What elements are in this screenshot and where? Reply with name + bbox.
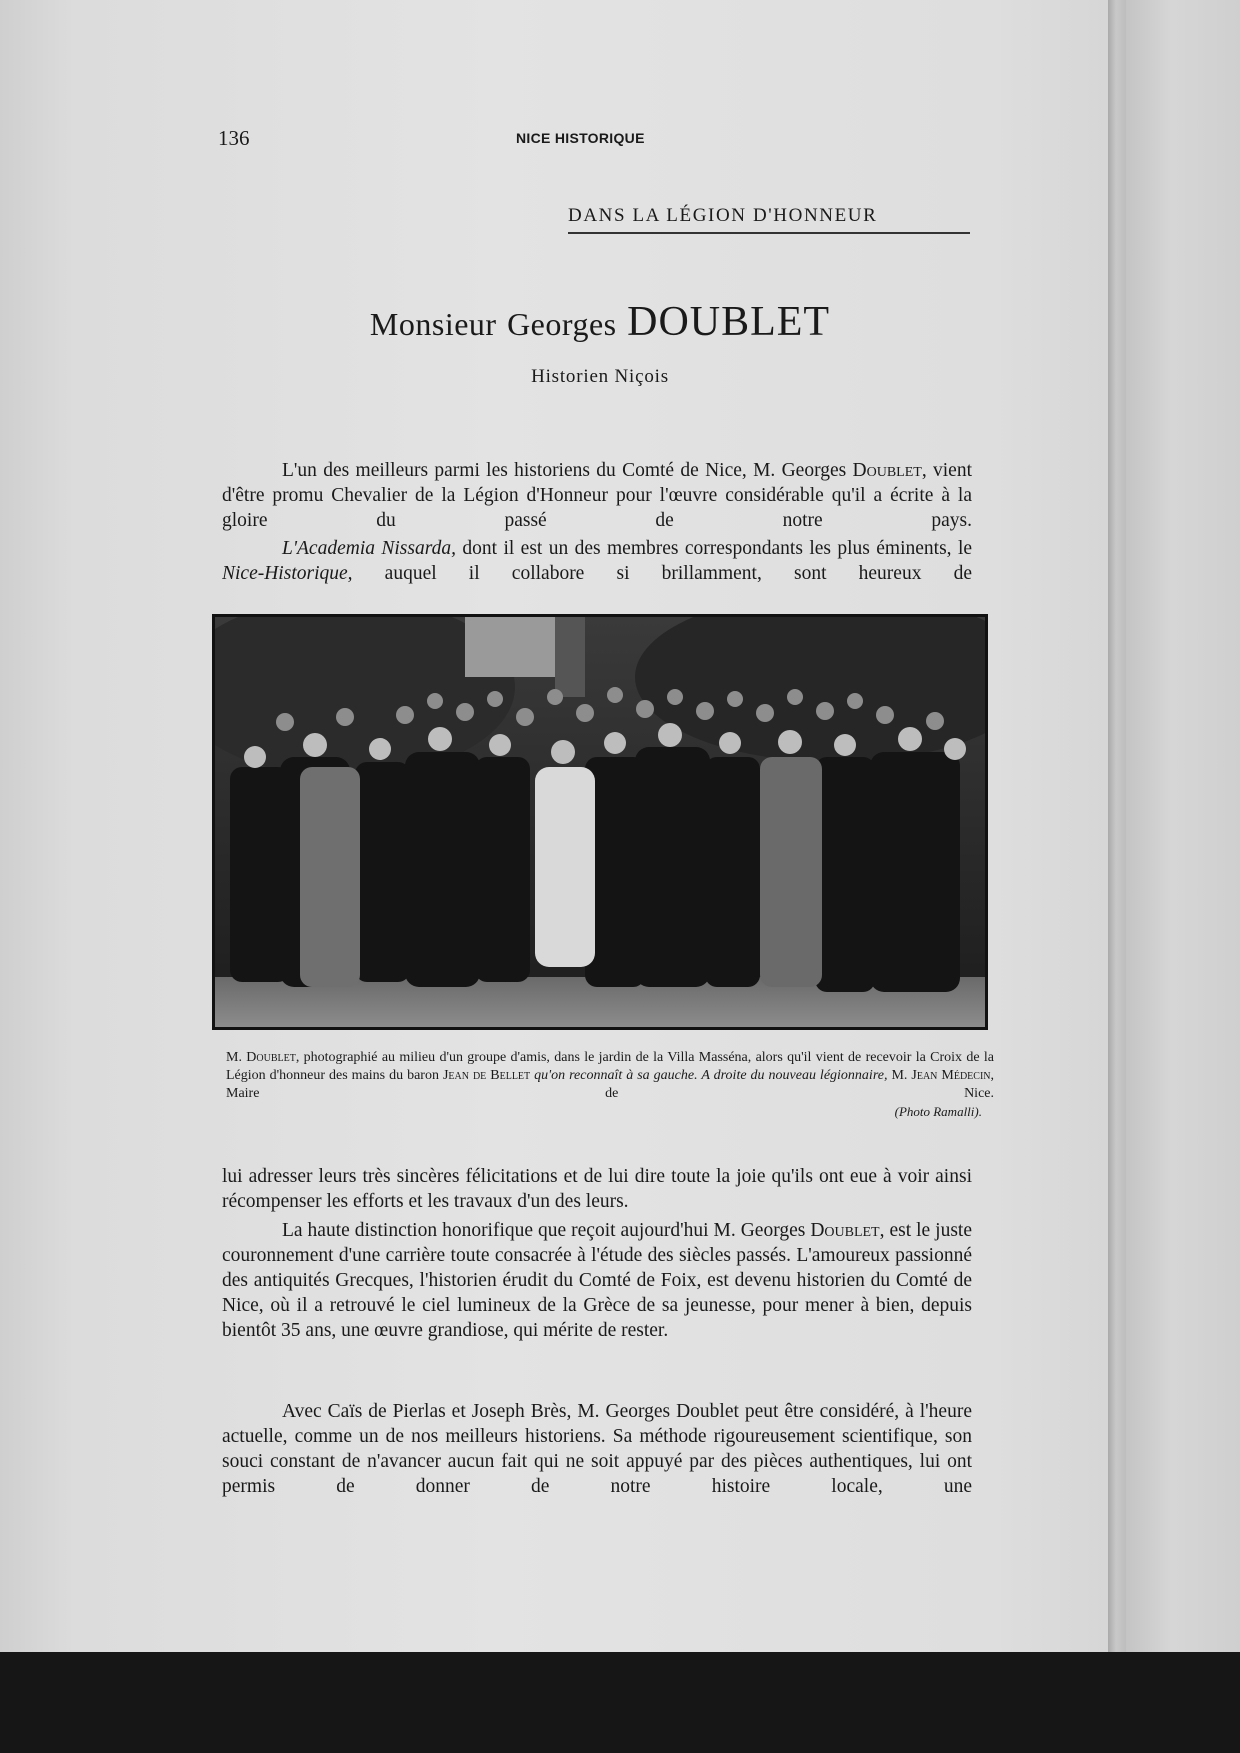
p1-text-b: , vient d'être promu Chevalier de la Légion d'Honneur pour l'œuvre considérable qu'il a écrite à la gloire du passé de notre pays. <box>222 460 972 531</box>
p4-name: Doublet <box>810 1220 880 1241</box>
group-photograph <box>212 614 988 1030</box>
paragraph-1 <box>222 458 972 533</box>
title-last-name: DOUBLET <box>627 299 831 345</box>
photo-caption <box>226 1049 994 1103</box>
article-subtitle: Historien Niçois <box>531 366 669 387</box>
caption-text-1: , photographié au milieu d'un groupe d'amis, dans le jardin de la Villa Masséna, alors qu'il vient de recevoir la Croix de la Légion d'honneur des mains du baron <box>226 1050 994 1083</box>
page-number: 136 <box>218 126 250 150</box>
paragraph-5: Avec Caïs de Pierlas et Joseph Brès, M. Georges Doublet peut être considéré, à l'heure actuelle, comme un de nos meilleurs historiens. Sa méthode rigoureusement scientifique, son souci constant de n'avancer aucun fait qui ne soit appuyé par des pièces authentiques, lui ont permis de donner de notre histoire locale, une <box>222 1401 972 1497</box>
caption-name-doublet: Doublet <box>246 1050 296 1065</box>
running-head: NICE HISTORIQUE <box>516 130 645 146</box>
paragraph-3: lui adresser leurs très sincères félicitations et de lui dire toute la joie qu'ils ont eue à voir ainsi récompenser les efforts et les travaux d'un des leurs. <box>222 1166 972 1212</box>
title-first-name: Georges <box>507 306 617 342</box>
section-title: DANS LA LÉGION D'HONNEUR <box>568 205 878 226</box>
p1-name: Doublet <box>852 460 922 481</box>
caption-text-2: M. <box>887 1068 912 1083</box>
p2-text-b: auquel il collabore si brillamment, sont heureux de <box>352 563 972 584</box>
section-rule <box>568 232 970 234</box>
photo-image <box>215 617 985 1027</box>
article-title <box>200 298 1000 346</box>
p2-text-a: dont il est un des membres correspondants les plus éminents, le <box>455 538 972 559</box>
caption-text-3: , Maire de Nice. <box>226 1068 995 1101</box>
facing-page-edge <box>1126 0 1240 1652</box>
title-prefix: Monsieur <box>369 306 497 342</box>
book-spine <box>1108 0 1126 1652</box>
p2-academia: L'Academia Nissarda, <box>282 538 456 559</box>
caption-name-medecin: Jean Médecin <box>911 1068 991 1083</box>
p4-text-a: La haute distinction honorifique que reçoit aujourd'hui M. Georges <box>282 1220 811 1241</box>
p4-text-b: , est le juste couronnement d'une carrière toute consacrée à l'étude des siècles passés. L'amoureux passionné des antiquités Grecques, l'historien érudit du Comté de Foix, est devenu historien du Comté de Nice, où il a retrouvé le ciel lumineux de la Grèce de sa jeunesse, pour mener à bien, depuis bientôt 35 ans, une œuvre grandiose, qui mérite de rester. <box>222 1220 972 1341</box>
photo-credit: (Photo Ramalli). <box>894 1104 982 1119</box>
p2-nice-historique: Nice-Historique, <box>222 563 353 584</box>
caption-name-bellet: Jean de Bellet <box>442 1068 531 1083</box>
paragraph-2 <box>222 536 972 586</box>
paragraph-4 <box>222 1218 972 1343</box>
p1-text-a: L'un des meilleurs parmi les historiens du Comté de Nice, M. Georges <box>282 460 853 481</box>
caption-italic: qu'on reconnaît à sa gauche. A droite du nouveau légionnaire, <box>530 1068 888 1083</box>
caption-prefix: M. <box>226 1050 247 1065</box>
